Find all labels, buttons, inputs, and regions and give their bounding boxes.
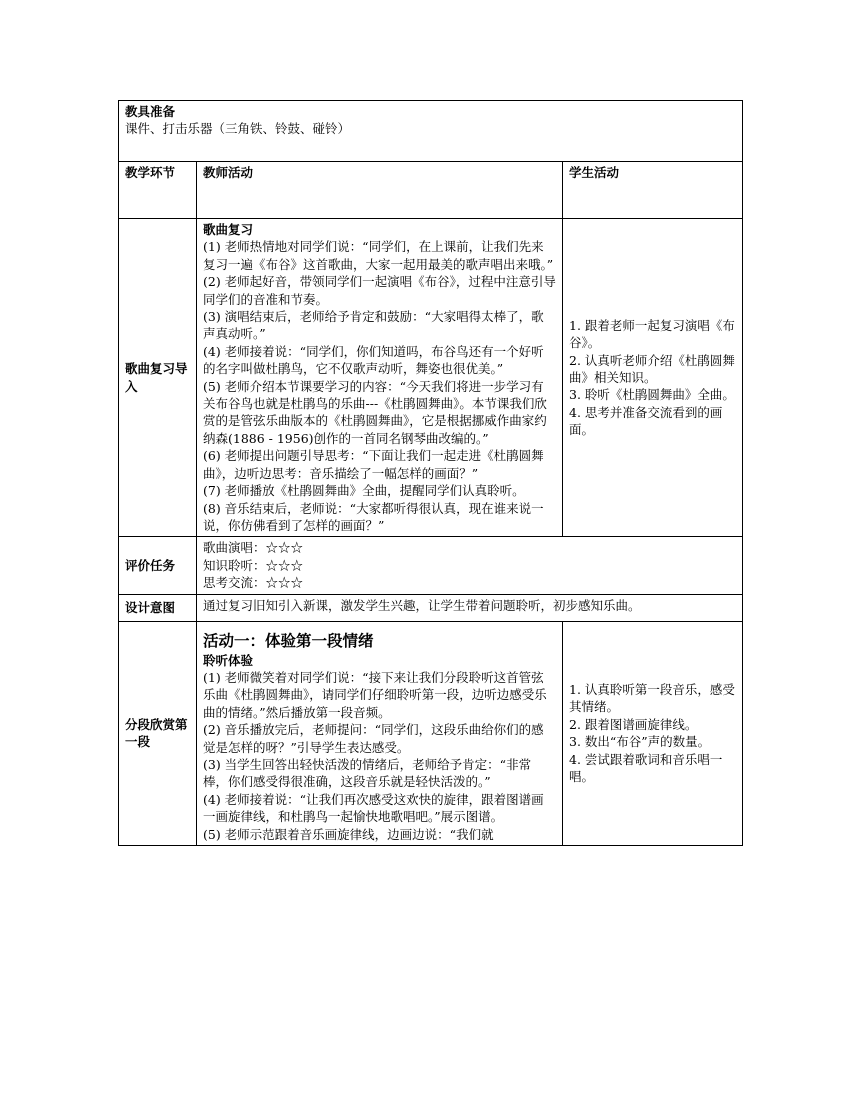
section1-teacher-step: (3) 演唱结束后，老师给予肯定和鼓励：“大家唱得太棒了，歌声真动听。” [203,309,544,342]
prep-title: 教具准备 [125,104,176,119]
section2-label: 分段欣赏第一段 [119,621,197,845]
intent-row [119,594,743,621]
section1-teacher-step: (1) 老师热情地对同学们说：“同学们，在上课前，让我们先来复习一遍《布谷》这首歌曲，大家一起用最美的歌声唱出来哦。” [203,239,554,272]
section1-teacher-step: (6) 老师提出问题引导思考：“下面让我们一起走进《杜鹃圆舞曲》，边听边思考：音乐描绘了一幅怎样的画面？” [203,448,544,481]
section1-row [119,219,743,537]
evaluation-item: 思考交流：☆☆☆ [203,575,304,591]
section1-teacher-step: (5) 老师介绍本节课要学习的内容：“今天我们将进一步学习有关布谷鸟也就是杜鹃鸟的乐曲---《杜鹃圆舞曲》。本节课我们欣赏的是管弦乐曲版本的《杜鹃圆舞曲》，它是根据挪威作曲家约纳森(1886 - 1956)创作的一首同名钢琴曲改编的。” [203,378,547,446]
section2-student-item: 4. 尝试跟着歌词和音乐唱一唱。 [569,751,723,785]
header-stage: 教学环节 [119,162,197,219]
section2-teacher-step: (3) 当学生回答出轻快活泼的情绪后，老师给予肯定：“非常棒，你们感受得很准确，这段音乐就是轻快活泼的。” [203,756,532,790]
prep-row [119,101,743,162]
header-teacher: 教师活动 [197,162,563,219]
section2-teacher-step: (4) 老师接着说：“让我们再次感受这欢快的旋律，跟着图谱画一画旋律线，和杜鹃鸟一起愉快地歌唱吧。”展示图谱。 [203,791,544,825]
section1-teacher-cell [197,219,563,537]
section2-student-item: 1. 认真聆听第一段音乐，感受其情绪。 [569,682,735,715]
section1-label: 歌曲复习导入 [119,219,197,537]
section1-teacher-step: (4) 老师接着说：“同学们，你们知道吗，布谷鸟还有一个好听的名字叫做杜鹃鸟，它不仅歌声动听，舞姿也很优美。” [203,343,544,377]
section2-student-item: 3. 数出“布谷”声的数量。 [569,734,711,750]
section2-teacher-cell [197,621,563,845]
section1-student-item: 2. 认真听老师介绍《杜鹃圆舞曲》相关知识。 [569,352,735,385]
section1-subtitle: 歌曲复习 [203,222,254,237]
section1-student-item: 3. 聆听《杜鹃圆舞曲》全曲。 [569,387,735,403]
evaluation-label: 评价任务 [119,537,197,594]
section1-student-cell [563,219,743,537]
section2-teacher-step: (1) 老师微笑着对同学们说：“接下来让我们分段聆听这首管弦乐曲《杜鹃圆舞曲》，请同学们仔细聆听第一段，边听边感受乐曲的情绪。”然后播放第一段音频。 [203,669,547,720]
section1-teacher-step: (2) 老师起好音，带领同学们一起演唱《布谷》，过程中注意引导同学们的音准和节奏。 [203,274,556,307]
prep-content: 课件、打击乐器（三角铁、铃鼓、碰铃） [125,121,351,137]
intent-label: 设计意图 [119,594,197,621]
section2-row [119,621,743,845]
evaluation-row [119,537,743,594]
section1-teacher-step: (8) 音乐结束后，老师说：“大家都听得很认真，现在谁来说一说，你仿佛看到了怎样的画面？” [203,500,544,533]
evaluation-item: 歌曲演唱：☆☆☆ [203,540,304,556]
evaluation-cell [197,537,743,594]
header-row [119,162,743,219]
section1-student-item: 1. 跟着老师一起复习演唱《布谷》。 [569,317,735,351]
lesson-plan-page [118,100,742,846]
section2-subtitle: 聆听体验 [203,652,254,668]
section2-teacher-step: (2) 音乐播放完后，老师提问：“同学们，这段乐曲给你们的感觉是怎样的呀？”引导学生表达感受。 [203,722,544,755]
section1-student-item: 4. 思考并准备交流看到的画面。 [569,404,723,438]
intent-content: 通过复习旧知引入新课，激发学生兴趣，让学生带着问题聆听，初步感知乐曲。 [197,594,743,621]
prep-cell [119,101,743,162]
header-student: 学生活动 [563,162,743,219]
evaluation-item: 知识聆听：☆☆☆ [203,557,304,573]
section1-teacher-step: (7) 老师播放《杜鹃圆舞曲》全曲，提醒同学们认真聆听。 [203,483,525,499]
section2-activity-title: 活动一：体验第一段情绪 [203,631,374,650]
section2-student-cell [563,621,743,845]
lesson-table [118,100,743,846]
section2-teacher-step: (5) 老师示范跟着音乐画旋律线，边画边说：“我们就 [203,826,494,842]
section2-student-item: 2. 跟着图谱画旋律线。 [569,716,698,732]
